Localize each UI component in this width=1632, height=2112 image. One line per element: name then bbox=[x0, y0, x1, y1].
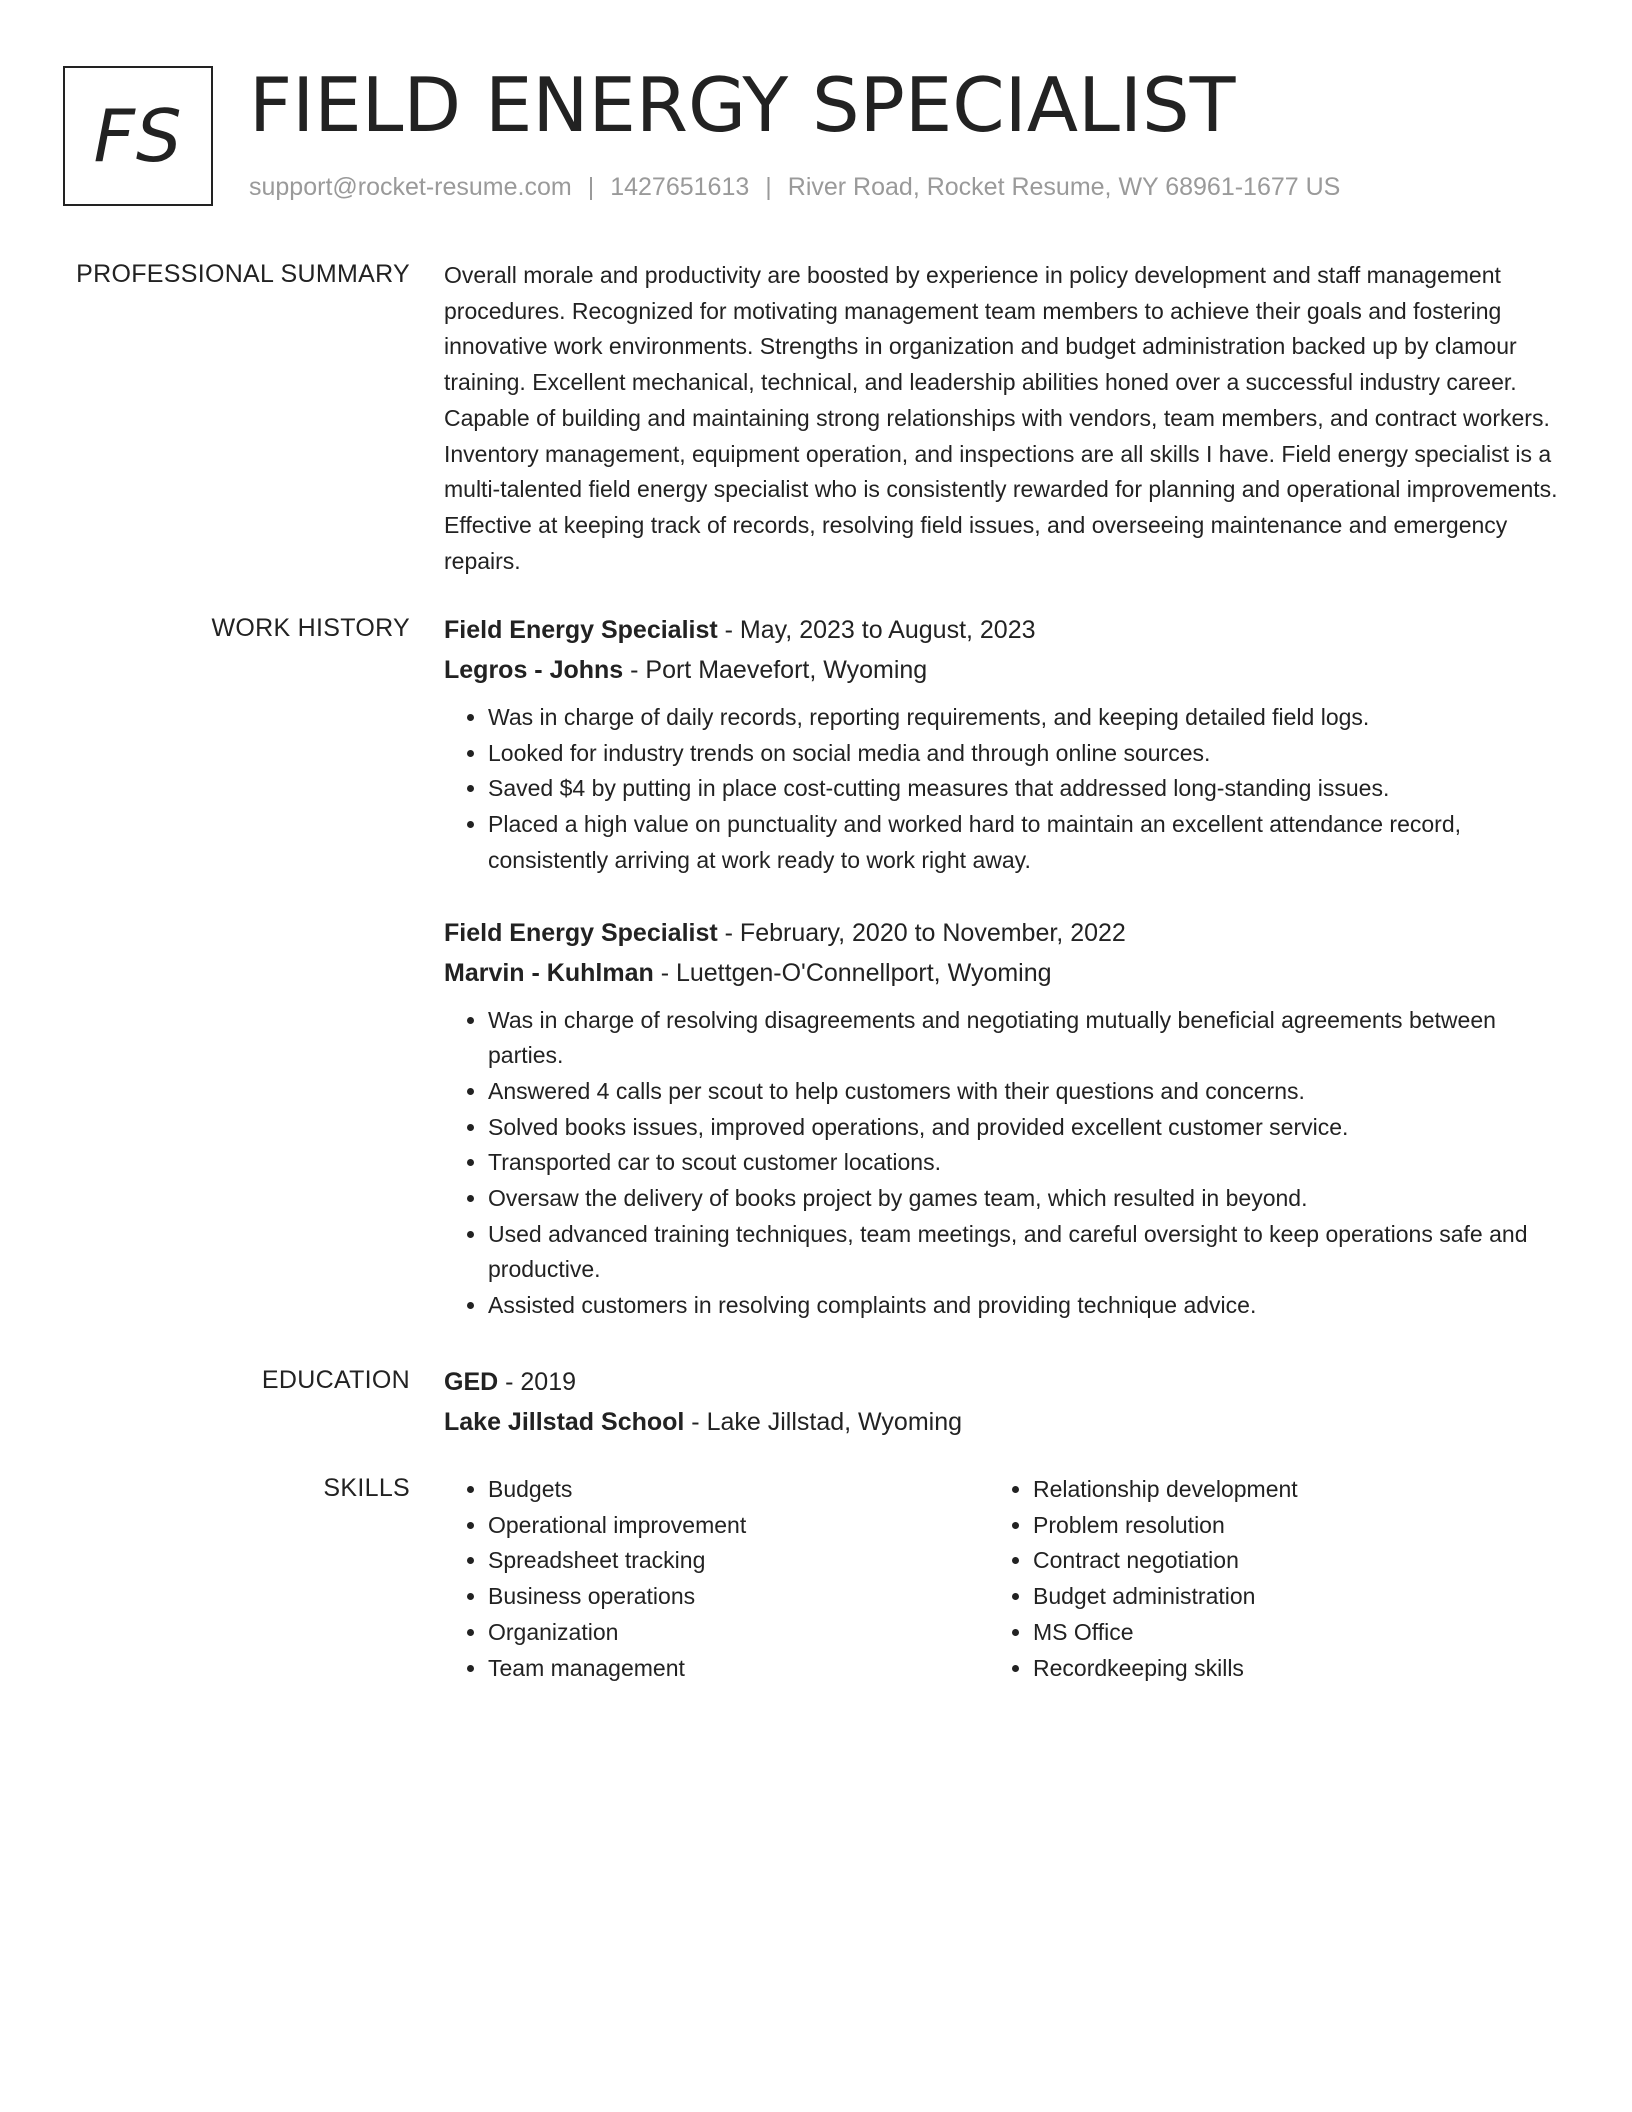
job-company: Legros - Johns bbox=[444, 656, 624, 684]
job-bullet: • Looked for industry trends on social media and through online sources. bbox=[488, 736, 1559, 772]
job-bullet: • Placed a high value on punctuality and worked hard to maintain an excellent attendance record, consistently arriving at work ready to work right away. bbox=[488, 807, 1559, 878]
monogram-logo: FS bbox=[63, 66, 213, 206]
education-location: - Lake Jillstad, Wyoming bbox=[684, 1408, 963, 1436]
job-bullet: • Was in charge of resolving disagreements and negotiating mutually beneficial agreements between parties. bbox=[488, 1003, 1559, 1074]
job-title: Field Energy Specialist bbox=[444, 616, 718, 644]
resume-title: FIELD ENERGY SPECIALIST bbox=[249, 61, 1236, 149]
education-degree-line bbox=[444, 1362, 1559, 1402]
education-school: Lake Jillstad School bbox=[444, 1408, 685, 1436]
skill-item: • Team management bbox=[488, 1651, 989, 1687]
job-entry bbox=[444, 913, 1559, 1324]
job-bullet: • Answered 4 calls per scout to help customers with their questions and concerns. bbox=[488, 1074, 1559, 1110]
skills-list bbox=[989, 1472, 1534, 1686]
skill-item: • Spreadsheet tracking bbox=[488, 1543, 989, 1579]
job-bullet: • Assisted customers in resolving complaints and providing technique advice. bbox=[488, 1288, 1559, 1324]
work-history-body bbox=[444, 610, 1559, 1324]
job-location: - Port Maevefort, Wyoming bbox=[623, 656, 928, 684]
contact-line bbox=[249, 172, 1340, 202]
job-entry bbox=[444, 610, 1559, 879]
skills-list bbox=[444, 1472, 989, 1686]
section-label-work-history: WORK HISTORY bbox=[211, 614, 410, 642]
job-bullet: • Transported car to scout customer locations. bbox=[488, 1145, 1559, 1181]
skill-item: • Relationship development bbox=[1033, 1472, 1534, 1508]
summary-text: Overall morale and productivity are boosted by experience in policy development and staff management procedures. Recognized for motivating management team members to achieve their goals and fostering innovative work environments. Strengths in organization and budget administration backed up by clamour training. Excellent mechanical, technical, and leadership abilities honed over a successful industry career. Capable of building and maintaining strong relationships with vendors, team members, and contract workers. Inventory management, equipment operation, and inspections are all skills I have. Field energy specialist is a multi-talented field energy specialist who is consistently rewarded for planning and operational improvements. Effective at keeping track of records, resolving field issues, and overseeing maintenance and emergency repairs. bbox=[444, 262, 1558, 574]
job-bullet: • Saved $4 by putting in place cost-cutting measures that addressed long-standing issues. bbox=[488, 771, 1559, 807]
job-title-line bbox=[444, 913, 1559, 953]
job-title-line bbox=[444, 610, 1559, 650]
skill-item: • Contract negotiation bbox=[1033, 1543, 1534, 1579]
skill-item: • Organization bbox=[488, 1615, 989, 1651]
job-title: Field Energy Specialist bbox=[444, 918, 718, 947]
job-bullet: • Oversaw the delivery of books project by games team, which resulted in beyond. bbox=[488, 1181, 1559, 1217]
skill-item: • Recordkeeping skills bbox=[1033, 1651, 1534, 1687]
skills-body bbox=[444, 1472, 1559, 1686]
job-bullets bbox=[444, 700, 1559, 879]
skill-item: • Budgets bbox=[488, 1472, 989, 1508]
skill-item: • Problem resolution bbox=[1033, 1508, 1534, 1544]
skills-column-right bbox=[989, 1472, 1534, 1686]
job-bullets bbox=[444, 1003, 1559, 1324]
job-company-line bbox=[444, 650, 1559, 690]
contact-separator: | bbox=[587, 173, 595, 201]
job-bullet: • Was in charge of daily records, reporting requirements, and keeping detailed field logs. bbox=[488, 700, 1559, 736]
education-school-line bbox=[444, 1402, 1559, 1442]
skills-column-left bbox=[444, 1472, 989, 1686]
skill-item: • Operational improvement bbox=[488, 1508, 989, 1544]
job-company: Marvin - Kuhlman bbox=[444, 958, 654, 987]
education-degree: GED bbox=[444, 1368, 499, 1396]
job-location: - Luettgen-O'Connellport, Wyoming bbox=[653, 958, 1052, 987]
skill-item: • MS Office bbox=[1033, 1615, 1534, 1651]
contact-email: support@rocket-resume.com bbox=[249, 173, 572, 201]
skill-item: • Budget administration bbox=[1033, 1579, 1534, 1615]
skills-columns bbox=[444, 1472, 1559, 1686]
job-company-line bbox=[444, 953, 1559, 993]
contact-phone: 1427651613 bbox=[610, 173, 750, 201]
contact-address: River Road, Rocket Resume, WY 68961-1677 US bbox=[787, 173, 1341, 201]
job-bullet: • Solved books issues, improved operations, and provided excellent customer service. bbox=[488, 1110, 1559, 1146]
education-body bbox=[444, 1362, 1559, 1442]
contact-separator: | bbox=[765, 173, 772, 201]
section-label-education: EDUCATION bbox=[261, 1366, 410, 1394]
resume-header bbox=[63, 61, 1572, 211]
section-label-skills: SKILLS bbox=[323, 1474, 410, 1502]
job-dates: - February, 2020 to November, 2022 bbox=[717, 918, 1126, 947]
skill-item: • Business operations bbox=[488, 1579, 989, 1615]
section-label-summary: PROFESSIONAL SUMMARY bbox=[76, 260, 410, 288]
job-dates: - May, 2023 to August, 2023 bbox=[717, 616, 1036, 644]
education-year: - 2019 bbox=[498, 1368, 577, 1396]
job-bullet: • Used advanced training techniques, team meetings, and careful oversight to keep operations safe and productive. bbox=[488, 1217, 1559, 1288]
summary-body bbox=[444, 258, 1559, 579]
